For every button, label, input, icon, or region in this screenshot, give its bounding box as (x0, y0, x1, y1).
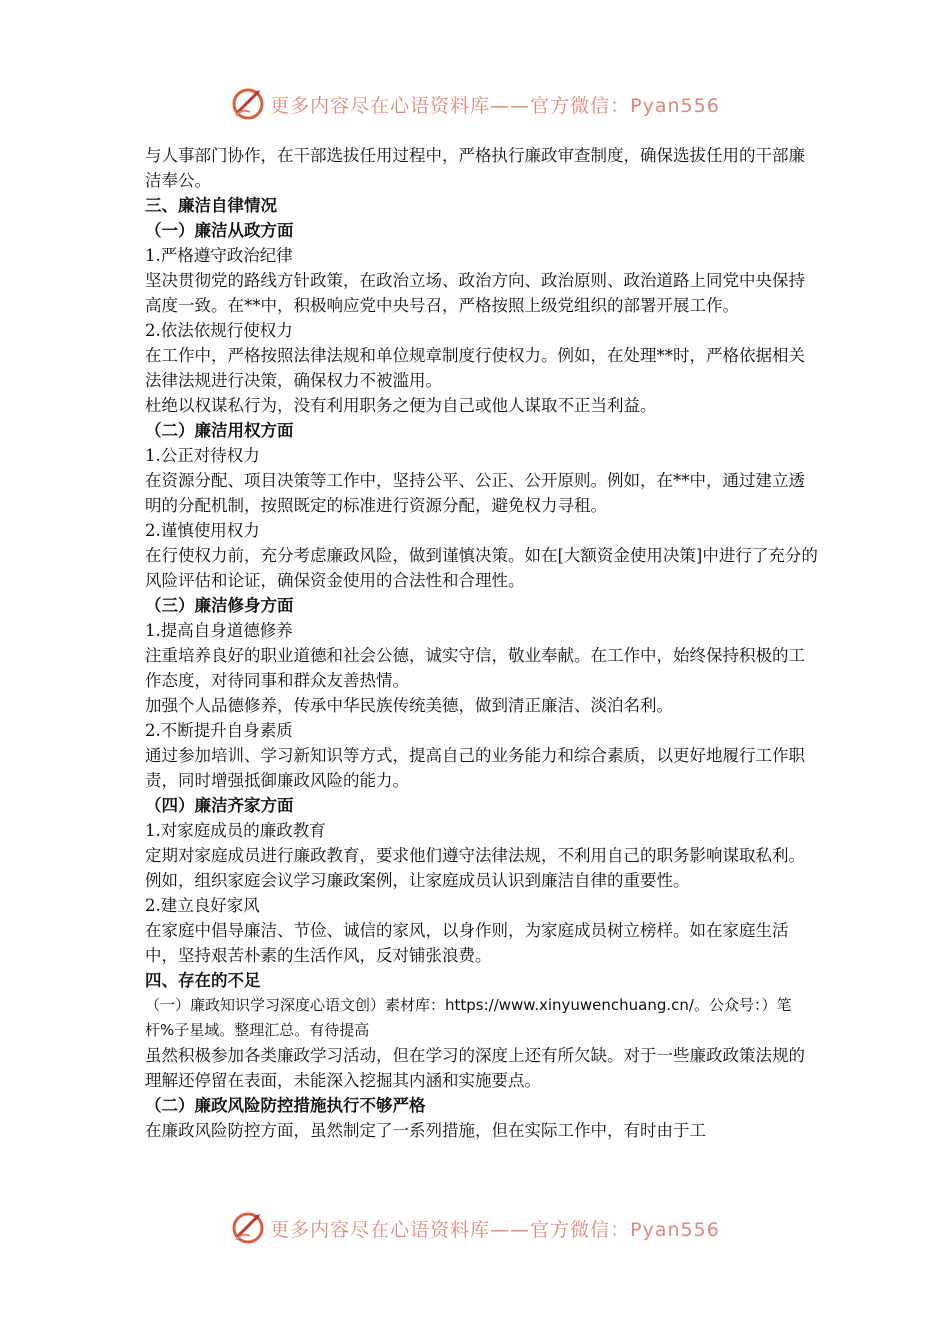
document-body (145, 143, 820, 1143)
paragraph: 1.提高自身道德修养 (145, 621, 293, 640)
paragraph: 在行使权力前，充分考虑廉政风险，做到谨慎决策。如在[大额资金使用决策]中进行了充分的风险评估和论证，确保资金使用的合法性和合理性。 (145, 546, 818, 590)
paragraph: 在资源分配、项目决策等工作中，坚持公平、公正、公开原则。例如，在**中，通过建立透明的分配机制，按照既定的标准进行资源分配，避免权力寻租。 (145, 471, 805, 515)
paragraph: 1.对家庭成员的廉政教育 (145, 821, 326, 840)
pen-circle-logo-icon (230, 1210, 266, 1246)
paragraph: 加强个人品德修养，传承中华民族传统美德，做到清正廉洁、淡泊名利。 (145, 696, 673, 715)
paragraph: 2.不断提升自身素质 (145, 721, 293, 740)
section-heading: （二）廉政风险防控措施执行不够严格 (145, 1096, 426, 1115)
paragraph: 2.建立良好家风 (145, 896, 260, 915)
pen-circle-logo-icon (230, 86, 266, 122)
paragraph: 坚决贯彻党的路线方针政策，在政治立场、政治方向、政治原则、政治道路上同党中央保持高度一致。在**中，积极响应党中央号召，严格按照上级党组织的部署开展工作。 (145, 271, 805, 315)
banner-text: 更多内容尽在心语资料库——官方微信：Pyan556 (270, 94, 720, 117)
paragraph: 在廉政风险防控方面，虽然制定了一系列措施，但在实际工作中，有时由于工 (145, 1121, 706, 1140)
banner-text: 更多内容尽在心语资料库——官方微信：Pyan556 (270, 1218, 720, 1241)
header-banner (0, 84, 950, 124)
paragraph: 注重培养良好的职业道德和社会公德，诚实守信，敬业奉献。在工作中，始终保持积极的工作态度，对待同事和群众友善热情。 (145, 646, 805, 690)
section-heading: 三、廉洁自律情况 (145, 196, 277, 215)
section-heading: （一）廉洁从政方面 (145, 221, 294, 240)
paragraph: 与人事部门协作，在干部选拔任用过程中，严格执行廉政审查制度，确保选拔任用的干部廉洁奉公。 (145, 146, 805, 190)
section-heading: （三）廉洁修身方面 (145, 596, 294, 615)
paragraph: 杜绝以权谋私行为，没有利用职务之便为自己或他人谋取不正当利益。 (145, 396, 657, 415)
paragraph: 虽然积极参加各类廉政学习活动，但在学习的深度上还有所欠缺。对于一些廉政政策法规的理解还停留在表面，未能深入挖掘其内涵和实施要点。 (145, 1046, 805, 1090)
paragraph: 在家庭中倡导廉洁、节俭、诚信的家风，以身作则，为家庭成员树立榜样。如在家庭生活中，坚持艰苦朴素的生活作风，反对铺张浪费。 (145, 921, 789, 965)
paragraph: （一）廉政知识学习深度心语文创）素材库：https://www.xinyuwenchuang.cn/。公众号：）笔杆%子星域。整理汇总。有待提高 (145, 996, 792, 1039)
footer-banner (0, 1208, 950, 1248)
section-heading: （四）廉洁齐家方面 (145, 796, 294, 815)
paragraph: 2.谨慎使用权力 (145, 521, 260, 540)
section-heading: （二）廉洁用权方面 (145, 421, 294, 440)
paragraph: 2.依法依规行使权力 (145, 321, 293, 340)
paragraph: 1.公正对待权力 (145, 446, 260, 465)
paragraph: 定期对家庭成员进行廉政教育，要求他们遵守法律法规，不利用自己的职务影响谋取私利。例如，组织家庭会议学习廉政案例，让家庭成员认识到廉洁自律的重要性。 (145, 846, 805, 890)
paragraph: 通过参加培训、学习新知识等方式，提高自己的业务能力和综合素质，以更好地履行工作职责，同时增强抵御廉政风险的能力。 (145, 746, 805, 790)
section-heading: 四、存在的不足 (145, 971, 261, 990)
paragraph: 1.严格遵守政治纪律 (145, 246, 293, 265)
paragraph: 在工作中，严格按照法律法规和单位规章制度行使权力。例如，在处理**时，严格依据相关法律法规进行决策，确保权力不被滥用。 (145, 346, 805, 390)
